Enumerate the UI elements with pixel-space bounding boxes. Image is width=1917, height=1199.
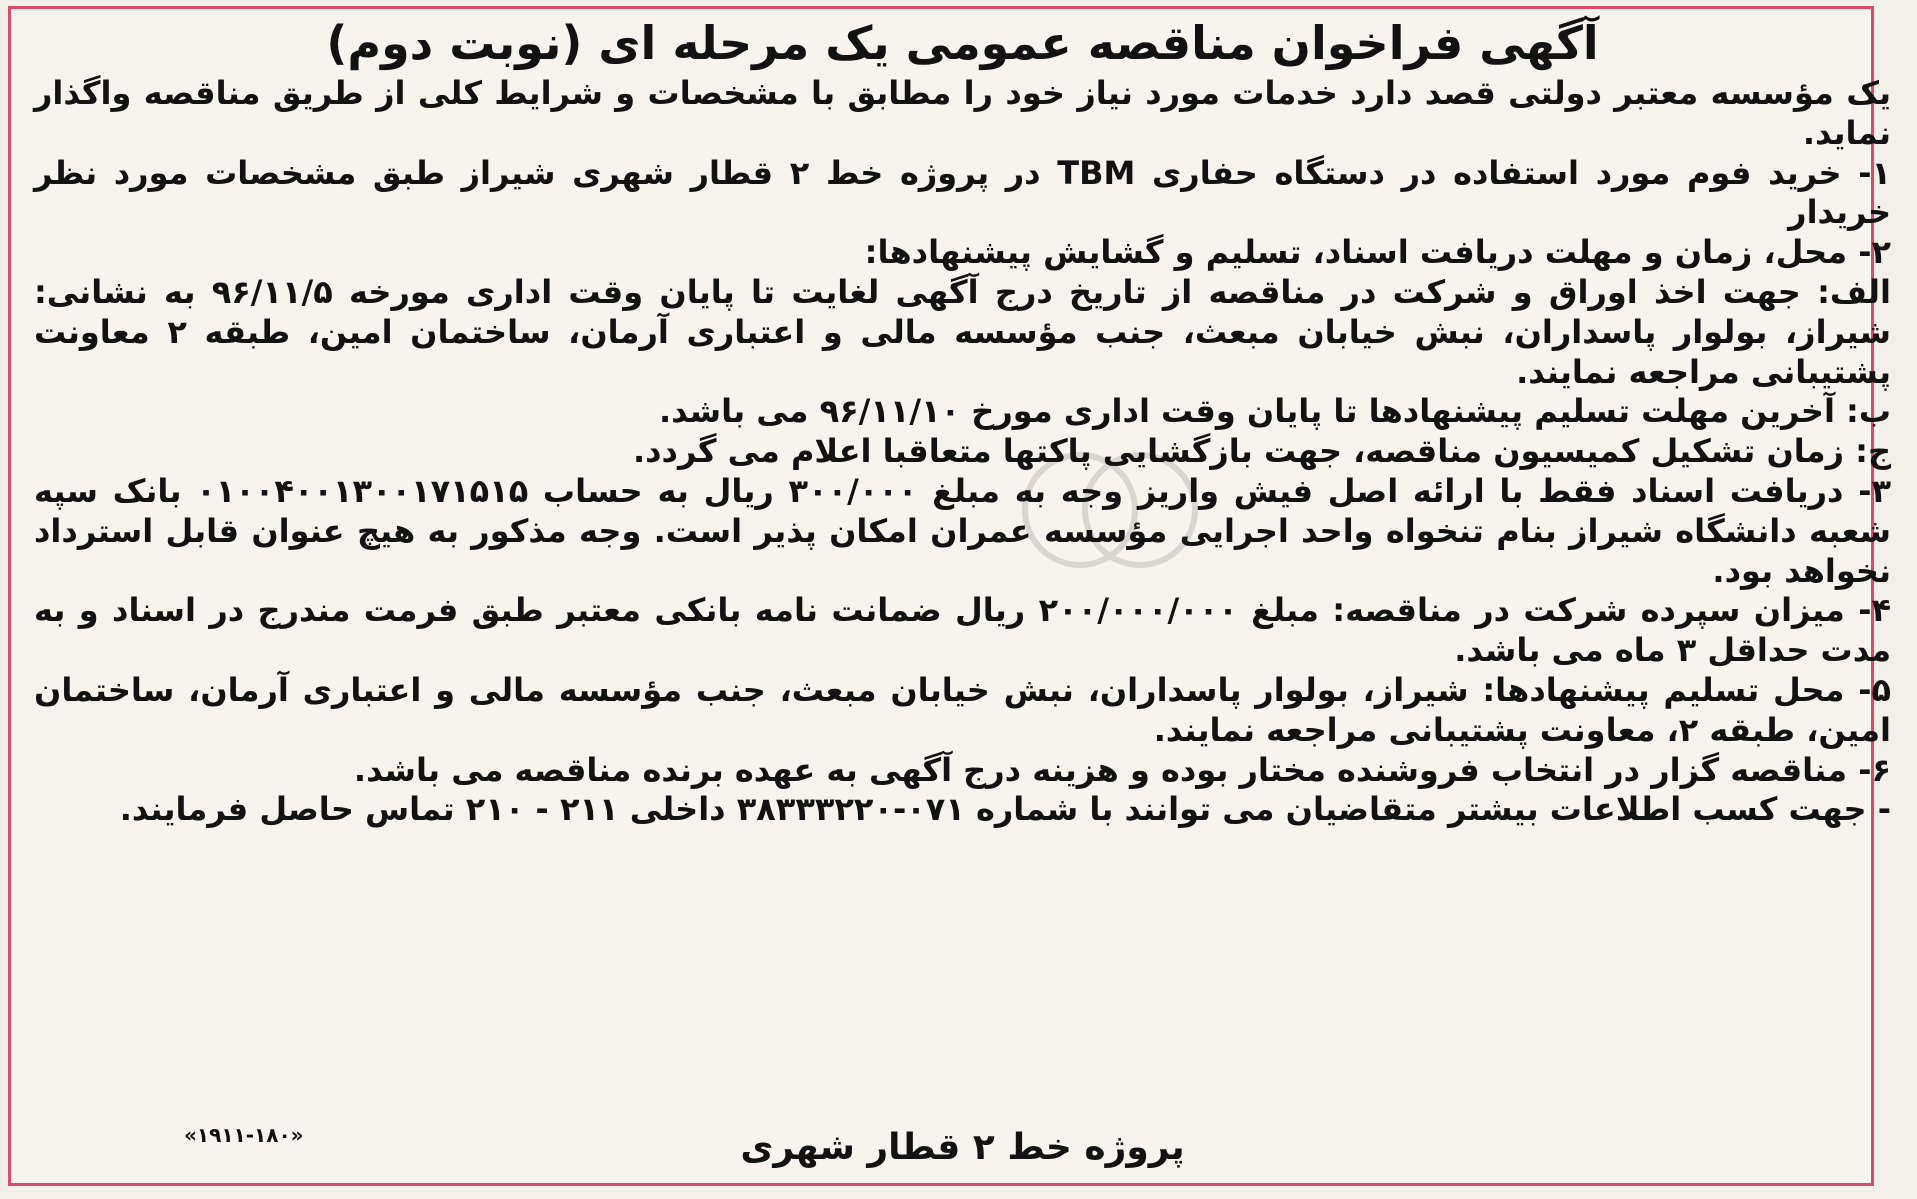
notice-item-4: ۴- میزان سپرده شرکت در مناقصه: مبلغ ۲۰۰/۰۰۰/۰۰۰ ریال ضمانت نامه بانکی معتبر طبق فرمت مندرج در اسناد و به مدت حداقل ۳ ماه می باشد. [34, 591, 1892, 670]
notice-title: آگهی فراخوان مناقصه عمومی یک مرحله ای (نوبت دوم) [326, 16, 1599, 70]
notice-item-2c: ج: زمان تشکیل کمیسیون مناقصه، جهت بازگشایی پاکتها متعاقبا اعلام می گردد. [632, 432, 1891, 471]
notice-item-2b: ب: آخرین مهلت تسلیم پیشنهادها تا پایان وقت اداری مورخ ۹۶/۱۱/۱۰ می باشد. [658, 392, 1891, 431]
notice-contact: - جهت کسب اطلاعات بیشتر متقاضیان می توانند با شماره ۰۷۱-۳۸۳۳۳۲۲۰ داخلی ۲۱۱ - ۲۱۰ تماس حاصل فرمایند. [119, 790, 1891, 829]
notice-item-3: ۳- دریافت اسناد فقط با ارائه اصل فیش واریز وجه به مبلغ ۳۰۰/۰۰۰ ریال به حساب ۰۱۰۰۴۰۰۱۳۰۰۱۷۱۵۱۵ بانک سپه شعبه دانشگاه شیراز بنام تنخواه واحد اجرایی مؤسسه عمران امکان پذیر است. وجه مذکور به هیچ عنوان قابل استرداد نخواهد بود. [34, 471, 1892, 590]
notice-intro: یک مؤسسه معتبر دولتی قصد دارد خدمات مورد نیاز خود را مطابق با مشخصات و شرایط کلی از طریق مناقصه واگذار نماید. [34, 74, 1891, 152]
notice-body [34, 12, 1891, 830]
notice-item-1: ۱- خرید فوم مورد استفاده در دستگاه حفاری TBM در پروژه خط ۲ قطار شهری شیراز طبق مشخصات مورد نظر خریدار [34, 153, 1892, 232]
notice-footer [34, 1120, 1891, 1180]
notice-reference-code: «۱۹۱۱-۱۸۰» [184, 1123, 304, 1147]
notice-item-6: ۶- مناقصه گزار در انتخاب فروشنده مختار بوده و هزینه درج آگهی به عهده برنده مناقصه می باشد. [353, 750, 1891, 789]
notice-item-5: ۵- محل تسلیم پیشنهادها: شیراز، بولوار پاسداران، نبش خیابان مبعث، جنب مؤسسه مالی و اعتباری آرمان، ساختمان امین، طبقه ۲، معاونت پشتیبانی مراجعه نمایند. [34, 670, 1891, 749]
notice-signature: پروژه خط ۲ قطار شهری [740, 1127, 1185, 1168]
notice-item-2: ۲- محل، زمان و مهلت دریافت اسناد، تسلیم و گشایش پیشنهادها: [864, 233, 1891, 272]
notice-item-2a: الف: جهت اخذ اوراق و شرکت در مناقصه از تاریخ درج آگهی لغایت تا پایان وقت اداری مورخه ۹۶/۱۱/۵ به نشانی: شیراز، بولوار پاسداران، نبش خیابان مبعث، جنب مؤسسه مالی و اعتباری آرمان، ساختمان امین، طبقه ۲ معاونت پشتیبانی مراجعه نمایند. [34, 272, 1892, 391]
